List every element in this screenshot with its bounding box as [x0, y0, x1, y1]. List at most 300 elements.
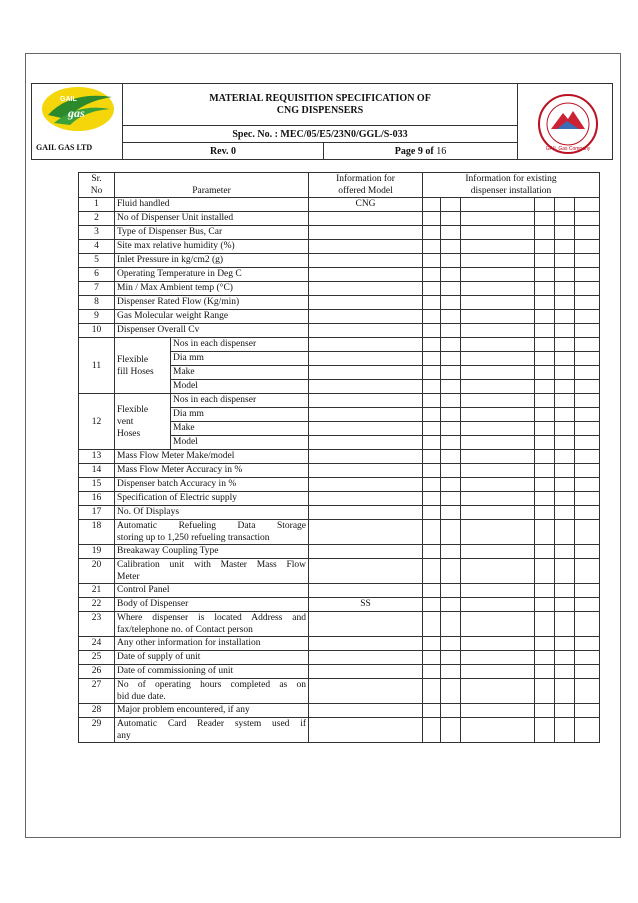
- table-cell: [461, 422, 535, 436]
- table-cell: [309, 226, 423, 240]
- table-cell: 5: [79, 254, 115, 268]
- svg-text:gas: gas: [68, 106, 85, 120]
- table-cell: [461, 212, 535, 226]
- table-row: [79, 612, 600, 637]
- table-cell: [555, 718, 575, 743]
- table-cell: [441, 296, 461, 310]
- table-cell: [309, 338, 423, 352]
- table-cell: 27: [79, 679, 115, 704]
- table-row: [79, 718, 600, 743]
- table-cell: [535, 324, 555, 338]
- table-cell: [555, 651, 575, 665]
- table-cell: Control Panel: [115, 584, 309, 598]
- table-cell: Automatic Card Reader system used if any: [115, 718, 309, 743]
- table-cell: [555, 394, 575, 408]
- table-cell: Model: [171, 380, 309, 394]
- table-cell: [441, 282, 461, 296]
- table-cell: [555, 366, 575, 380]
- table-row: [79, 492, 600, 506]
- table-cell: [535, 226, 555, 240]
- table-row: [79, 584, 600, 598]
- table-cell: 14: [79, 464, 115, 478]
- table-cell: [535, 254, 555, 268]
- table-cell: [535, 704, 555, 718]
- table-cell: Nos in each dispenser: [171, 394, 309, 408]
- table-cell: [461, 450, 535, 464]
- table-cell: [555, 464, 575, 478]
- table-cell: Automatic Refueling Data Storage storing up to 1,250 refueling transaction: [115, 520, 309, 545]
- table-cell: Where dispenser is located Address and fax/telephone no. of Contact person: [115, 612, 309, 637]
- table-cell: [441, 545, 461, 559]
- table-cell: [575, 310, 600, 324]
- table-cell: [309, 478, 423, 492]
- table-cell: [423, 545, 441, 559]
- table-cell: [423, 704, 441, 718]
- table-cell: 7: [79, 282, 115, 296]
- table-cell: [423, 520, 441, 545]
- table-cell: [309, 422, 423, 436]
- table-cell: [461, 240, 535, 254]
- table-cell: [555, 637, 575, 651]
- table-cell: [309, 464, 423, 478]
- table-cell: [461, 598, 535, 612]
- table-cell: [423, 394, 441, 408]
- table-cell: [535, 198, 555, 212]
- table-cell: [441, 679, 461, 704]
- table-cell: [555, 352, 575, 366]
- table-cell: [461, 559, 535, 584]
- table-cell: [575, 612, 600, 637]
- table-cell: [555, 310, 575, 324]
- table-cell: [423, 380, 441, 394]
- table-cell: [309, 380, 423, 394]
- table-cell: 16: [79, 492, 115, 506]
- table-cell: [461, 584, 535, 598]
- table-cell: [575, 637, 600, 651]
- table-cell: [575, 598, 600, 612]
- table-cell: [441, 422, 461, 436]
- table-cell: [555, 665, 575, 679]
- table-cell: [461, 296, 535, 310]
- table-cell: [575, 651, 600, 665]
- table-cell: Breakaway Coupling Type: [115, 545, 309, 559]
- table-cell: [423, 254, 441, 268]
- table-cell: [423, 422, 441, 436]
- table-cell: [575, 394, 600, 408]
- table-cell: [441, 718, 461, 743]
- table-cell: [461, 226, 535, 240]
- table-cell: [309, 212, 423, 226]
- table-cell: [461, 506, 535, 520]
- table-cell: [423, 408, 441, 422]
- table-cell: [575, 704, 600, 718]
- table-cell: [441, 226, 461, 240]
- table-cell: 18: [79, 520, 115, 545]
- table-row: [79, 310, 600, 324]
- table-cell: [461, 380, 535, 394]
- table-row: [79, 464, 600, 478]
- table-row: [79, 679, 600, 704]
- table-cell: [309, 559, 423, 584]
- table-cell: [535, 679, 555, 704]
- table-cell: [309, 282, 423, 296]
- table-cell: [535, 310, 555, 324]
- table-cell: [535, 559, 555, 584]
- table-cell: [555, 198, 575, 212]
- table-cell: No. Of Displays: [115, 506, 309, 520]
- table-cell: [423, 506, 441, 520]
- table-cell: 4: [79, 240, 115, 254]
- table-cell: [575, 520, 600, 545]
- table-cell: [309, 612, 423, 637]
- revision: Rev. 0: [123, 143, 324, 160]
- table-cell: Dispenser Overall Cv: [115, 324, 309, 338]
- table-cell: [575, 324, 600, 338]
- table-cell: [423, 559, 441, 584]
- table-cell: [555, 679, 575, 704]
- table-cell: [575, 212, 600, 226]
- table-cell: [441, 198, 461, 212]
- table-cell: [309, 665, 423, 679]
- table-cell: 10: [79, 324, 115, 338]
- table-cell: [575, 268, 600, 282]
- table-row: [79, 545, 600, 559]
- table-cell: [555, 492, 575, 506]
- table-cell: [461, 198, 535, 212]
- table-cell: [555, 296, 575, 310]
- table-cell: [441, 436, 461, 450]
- table-cell: [535, 436, 555, 450]
- header-offered-model: Information for offered Model: [309, 173, 423, 198]
- table-row: [79, 198, 600, 212]
- table-cell: Date of commissioning of unit: [115, 665, 309, 679]
- table-cell: [575, 436, 600, 450]
- table-cell: [535, 240, 555, 254]
- table-cell: [441, 584, 461, 598]
- table-cell: 15: [79, 478, 115, 492]
- table-cell: [555, 282, 575, 296]
- table-cell: [461, 254, 535, 268]
- table-cell: Mass Flow Meter Accuracy in %: [115, 464, 309, 478]
- table-cell: [423, 612, 441, 637]
- table-cell: [535, 665, 555, 679]
- table-cell: [535, 598, 555, 612]
- table-row: [79, 704, 600, 718]
- table-cell: [575, 492, 600, 506]
- table-row: [79, 226, 600, 240]
- table-cell: 6: [79, 268, 115, 282]
- table-cell: [555, 704, 575, 718]
- table-cell: [423, 598, 441, 612]
- table-cell: [461, 366, 535, 380]
- table-cell: [555, 324, 575, 338]
- table-cell: [423, 478, 441, 492]
- table-cell: Body of Dispenser: [115, 598, 309, 612]
- table-cell: Site max relative humidity (%): [115, 240, 309, 254]
- table-cell: [555, 380, 575, 394]
- table-cell: Fluid handled: [115, 198, 309, 212]
- table-cell: Dia mm: [171, 408, 309, 422]
- table-cell: No of operating hours completed as on bid due date.: [115, 679, 309, 704]
- table-cell: [309, 240, 423, 254]
- table-cell: [461, 338, 535, 352]
- table-cell: [309, 268, 423, 282]
- table-cell: [535, 464, 555, 478]
- table-cell: [441, 366, 461, 380]
- table-cell: [535, 612, 555, 637]
- table-cell: [309, 718, 423, 743]
- document-title: [123, 84, 518, 126]
- table-cell: [309, 520, 423, 545]
- table-cell: 24: [79, 637, 115, 651]
- table-cell: [461, 324, 535, 338]
- table-cell: [309, 637, 423, 651]
- table-cell: [555, 520, 575, 545]
- table-cell: 3: [79, 226, 115, 240]
- table-cell: [441, 637, 461, 651]
- table-cell: CNG: [309, 198, 423, 212]
- table-cell: [423, 679, 441, 704]
- table-cell: Mass Flow Meter Make/model: [115, 450, 309, 464]
- table-cell: [441, 665, 461, 679]
- table-cell: [575, 198, 600, 212]
- table-cell: Inlet Pressure in kg/cm2 (g): [115, 254, 309, 268]
- table-cell: 8: [79, 296, 115, 310]
- table-cell: [535, 422, 555, 436]
- table-cell: [441, 478, 461, 492]
- table-cell: [309, 310, 423, 324]
- table-cell: [461, 282, 535, 296]
- table-cell: [309, 296, 423, 310]
- table-cell: [423, 352, 441, 366]
- table-row: [79, 450, 600, 464]
- table-cell: [309, 506, 423, 520]
- table-cell: [555, 450, 575, 464]
- table-cell: [555, 559, 575, 584]
- table-cell: [441, 240, 461, 254]
- table-cell: [441, 310, 461, 324]
- table-cell: [535, 584, 555, 598]
- spec-number: Spec. No. : MEC/05/E5/23N0/GGL/S-033: [123, 126, 518, 143]
- table-cell: Dispenser Rated Flow (Kg/min): [115, 296, 309, 310]
- table-row: [79, 296, 600, 310]
- table-cell: 29: [79, 718, 115, 743]
- table-cell: Make: [171, 422, 309, 436]
- table-row: [79, 520, 600, 545]
- table-cell: [575, 338, 600, 352]
- table-cell: [555, 226, 575, 240]
- table-cell: [555, 268, 575, 282]
- table-cell: [309, 492, 423, 506]
- table-cell: [423, 296, 441, 310]
- table-cell: 13: [79, 450, 115, 464]
- table-cell: [575, 506, 600, 520]
- table-cell: [461, 520, 535, 545]
- table-cell: [575, 464, 600, 478]
- table-cell: [461, 637, 535, 651]
- table-cell: [461, 679, 535, 704]
- table-cell: 20: [79, 559, 115, 584]
- table-cell: [423, 282, 441, 296]
- table-row: [79, 240, 600, 254]
- title-line-1: MATERIAL REQUISITION SPECIFICATION OF: [209, 92, 431, 104]
- company-name: GAIL GAS LTD: [36, 143, 93, 152]
- table-cell: [555, 478, 575, 492]
- table-cell: 11: [79, 338, 115, 394]
- table-cell: 21: [79, 584, 115, 598]
- table-cell: 23: [79, 612, 115, 637]
- table-cell: [461, 665, 535, 679]
- table-cell: [309, 545, 423, 559]
- svg-text:GAIL: GAIL: [60, 96, 77, 103]
- table-cell: [423, 651, 441, 665]
- table-cell: [535, 394, 555, 408]
- table-row: [79, 282, 600, 296]
- table-cell: [575, 408, 600, 422]
- table-cell: [423, 718, 441, 743]
- table-row: [79, 478, 600, 492]
- table-cell: 26: [79, 665, 115, 679]
- table-cell: [309, 651, 423, 665]
- table-cell: [461, 651, 535, 665]
- table-cell: [575, 282, 600, 296]
- table-cell: [423, 240, 441, 254]
- table-cell: [535, 282, 555, 296]
- table-cell: Specification of Electric supply: [115, 492, 309, 506]
- table-cell: [441, 212, 461, 226]
- header-existing-installation: Information for existing dispenser installation: [423, 173, 600, 198]
- table-cell: [461, 310, 535, 324]
- table-cell: [461, 268, 535, 282]
- table-cell: [441, 464, 461, 478]
- table-cell: Dispenser batch Accuracy in %: [115, 478, 309, 492]
- table-cell: [309, 254, 423, 268]
- title-line-2: CNG DISPENSERS: [276, 104, 364, 116]
- table-cell: [309, 366, 423, 380]
- fill-hoses-label: Flexible fill Hoses: [115, 338, 171, 394]
- table-cell: [555, 338, 575, 352]
- table-cell: [461, 394, 535, 408]
- table-row: [79, 651, 600, 665]
- table-cell: [535, 212, 555, 226]
- table-cell: [461, 545, 535, 559]
- table-cell: [575, 584, 600, 598]
- table-cell: [441, 704, 461, 718]
- table-cell: [423, 665, 441, 679]
- table-cell: [555, 584, 575, 598]
- table-cell: [309, 450, 423, 464]
- table-cell: [423, 212, 441, 226]
- svg-text:GAIL Gas Company: GAIL Gas Company: [545, 146, 591, 152]
- table-cell: [423, 450, 441, 464]
- table-cell: [575, 665, 600, 679]
- table-cell: [575, 478, 600, 492]
- table-cell: [575, 296, 600, 310]
- table-cell: Gas Molecular weight Range: [115, 310, 309, 324]
- table-row: [79, 559, 600, 584]
- table-cell: [441, 408, 461, 422]
- table-cell: No of Dispenser Unit installed: [115, 212, 309, 226]
- table-cell: [555, 545, 575, 559]
- table-cell: [555, 254, 575, 268]
- table-cell: Operating Temperature in Deg C: [115, 268, 309, 282]
- table-cell: Model: [171, 436, 309, 450]
- table-row: [79, 338, 600, 352]
- table-cell: [461, 464, 535, 478]
- table-cell: Date of supply of unit: [115, 651, 309, 665]
- table-cell: [535, 478, 555, 492]
- table-cell: [441, 450, 461, 464]
- table-cell: [535, 545, 555, 559]
- table-cell: [575, 366, 600, 380]
- table-cell: [441, 520, 461, 545]
- table-row: [79, 212, 600, 226]
- table-cell: [423, 366, 441, 380]
- table-cell: [535, 366, 555, 380]
- table-cell: [555, 598, 575, 612]
- table-cell: [535, 520, 555, 545]
- table-cell: [423, 268, 441, 282]
- table-cell: [555, 506, 575, 520]
- table-cell: [535, 651, 555, 665]
- table-cell: [423, 637, 441, 651]
- table-cell: [423, 324, 441, 338]
- table-row: [79, 254, 600, 268]
- table-cell: [575, 226, 600, 240]
- table-cell: [555, 408, 575, 422]
- table-cell: [575, 559, 600, 584]
- table-cell: [555, 212, 575, 226]
- table-cell: [441, 612, 461, 637]
- table-cell: [555, 612, 575, 637]
- table-cell: [461, 492, 535, 506]
- table-cell: [535, 338, 555, 352]
- table-cell: [535, 637, 555, 651]
- table-cell: 25: [79, 651, 115, 665]
- table-cell: [423, 310, 441, 324]
- table-cell: [309, 394, 423, 408]
- table-row: [79, 394, 600, 408]
- table-cell: [575, 718, 600, 743]
- table-cell: [575, 352, 600, 366]
- table-cell: 22: [79, 598, 115, 612]
- vent-hoses-label: Flexible vent Hoses: [115, 394, 171, 450]
- table-cell: [461, 718, 535, 743]
- table-cell: [309, 352, 423, 366]
- table-cell: [535, 450, 555, 464]
- table-cell: [575, 422, 600, 436]
- table-cell: [441, 268, 461, 282]
- table-cell: Dia mm: [171, 352, 309, 366]
- table-cell: [575, 545, 600, 559]
- table-cell: [575, 240, 600, 254]
- header-sr-no: Sr. No: [79, 173, 115, 198]
- table-cell: Calibration unit with Master Mass Flow Meter: [115, 559, 309, 584]
- table-cell: [309, 704, 423, 718]
- table-cell: [575, 450, 600, 464]
- table-cell: [441, 352, 461, 366]
- table-cell: 28: [79, 704, 115, 718]
- table-cell: [535, 296, 555, 310]
- table-cell: Any other information for installation: [115, 637, 309, 651]
- table-cell: [309, 679, 423, 704]
- table-cell: [461, 478, 535, 492]
- table-cell: [441, 254, 461, 268]
- table-row: [79, 324, 600, 338]
- table-cell: [441, 492, 461, 506]
- table-cell: [441, 651, 461, 665]
- table-cell: [309, 436, 423, 450]
